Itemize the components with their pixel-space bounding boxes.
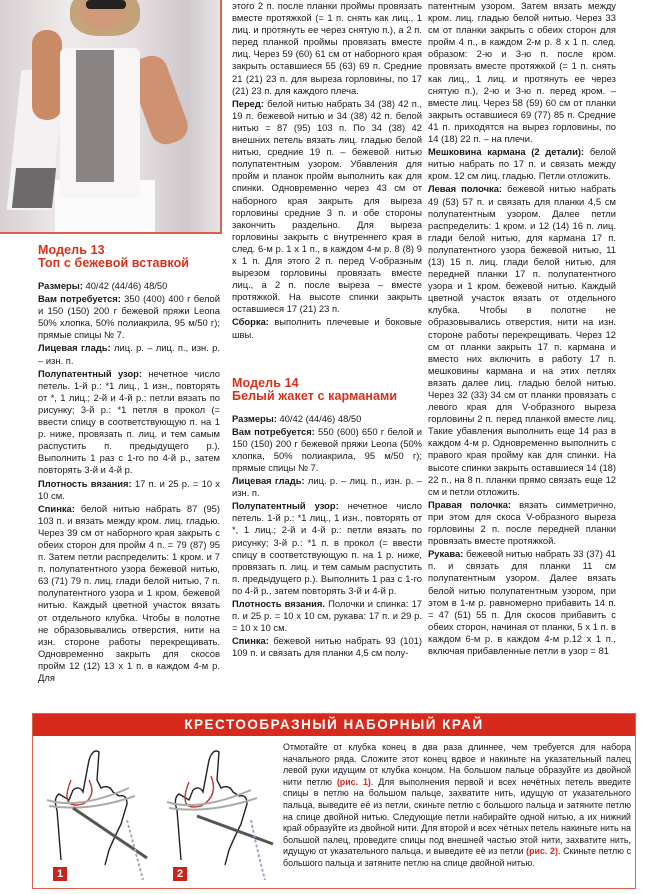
beige-insert-shape: [76, 50, 114, 182]
model13-title: Модель 13 Топ с бежевой вставкой: [38, 243, 190, 270]
figure-2-reference: (рис. 2): [526, 846, 558, 857]
model14-stockinette: Лицевая гладь: лиц. р. – лиц. п., изн. р. – изн. п.: [232, 475, 422, 499]
figure-2-number: 2: [173, 867, 187, 881]
model13-materials: Вам потребуется: 350 (400) 400 г белой и 150 (150) 200 г бежевой пряжи Leona 50% хлопка, 50% полиакрила, 95 м/50 г); прямые спицы № 7.: [38, 293, 221, 341]
figure-1-hand-illustration: [39, 740, 157, 885]
sunglasses-shape: [86, 0, 126, 9]
model13-back: Спинка: белой нитью набрать 87 (95) 103 п. и вязать между кром. лиц. гладью. Через 39 см от наборного края закрыть с обеих сторон для пройм 4 п. = 79 (87) 95 п. Затем петли распределить: 1 кром. и 7 п. полупатентного узора бежевой нитью, 63 (71) 79 п. лиц. глади белой нитью, 7 п. полупатентного узора и 1 кром. бежевой нитью. Каждый цветной участок вязать от отдельного клубка. Чтобы в полотне не образовывались отверстия, нити на изн. стороне работы перекрещивать. Одновременно закрыть для скосов пройм 12 (12) 13 х 1 п. в каждом 4-м р. Для: [38, 502, 221, 683]
model13-halfpatent: Полупатентный узор: нечетное число петель. 1-й р.: *1 лиц., 1 изн., повторять от *, 1 лиц.; 2-й и 4-й р.: петли вязать по рисунку; 3-й р.: *1 петля в прокол (= ввести спицу в соответствующую п. на 1 р. ниже, провязать п. лиц. и тем самым распустить п. предыдущего р.). Выполнить 1 раз с 1-го по 4-й р., затем повторять 3-й и 4-й р.: [38, 367, 221, 476]
figure-1-reference: (рис. 1): [336, 776, 371, 787]
model13-assembly: Сборка: выполнить плечевые и боковые швы.: [232, 316, 422, 340]
model14-sleeves: Рукава: бежевой нитью набрать 33 (37) 41 п. и связать для планки 11 см полупатентным узором. Далее вязать белой нитью полупатентным узором, при этом в 1-м р. равномерно прибавить 14 п. = 47 (51) 55 п. Для скосов прибавить с обеих сторон, начиная от планки, 5 х 1 п. в каждом 6-м р. в каждом 4-м р.12 х 1 п., включая прибавленные петли в узор = 81: [428, 548, 616, 656]
jacket-band-shape: [12, 168, 56, 208]
model14-left-front: Левая полочка: бежевой нитью набрать 49 (53) 57 п. и связать для планки 4,5 см полупатентным узором. Далее петли распределить: 1 кром. и 12 (14) 16 п. лиц. глади белой нитью, для кармана 17 п. полупатентного узора бежевой нитью, 11 (13) 15 п. лиц. глади белой нитью, для передней планки 17 п. полупатентного узора и 1 кром. бежевой нитью. Каждый цветной участок вязать от отдельного клубка. Чтобы в полотне не образовывались отверстия, нити на изн. стороне работы перекрещивать. Через 12 см от планки закрыть 17 п. кармана и вместо них включить в работу 17 п. мешковины кармана и на этих петлях вязать далее лиц. гладью белой нитью. Через 32 (33) 34 см от планки провязать с левого края для V-образного выреза горловины 2 п. перед планкой вместе лиц. Такие убавления выполнить еще 14 раз в каждом 4-м р. Одновременно выполнить с правого края пройму как для спинки. На высоте спинки закрыть оставшиеся 14 (18) 22 п., на 8 п. планки прямо связать еще 12 см и петли отложить.: [428, 183, 617, 497]
hand-needle-icon: [159, 740, 277, 885]
column-2: [232, 0, 422, 661]
model13-stockinette: Лицевая гладь: лиц. р. – лиц. п., изн. р. – изн. п.: [38, 342, 220, 366]
figure-2-hand-illustration: [159, 740, 277, 885]
arm-shape: [32, 30, 62, 120]
model13-front: Перед: белой нитью набрать 34 (38) 42 п., 19 п. бежевой нитью и 34 (38) 42 п. белой нитью = 87 (95) 103 п. По 34 (38) 42 внешних петель вязать лиц. гладью белой нитью, средние 19 п. – бежевой нитью полупатентным узором. Убавления для пройм и планок пройм выполнить как для спинки. Одновременно через 43 см от наборного края закрыть для выреза горловины средние 3 п. и обе стороны закончить раздельно. Для выреза горловины закрыть с внутреннего края в след. 6-м р. 1 х 1 п., в каждом 4-м р. 8 (8) 9 х 1 п. Для этого 2 п. перед V-образным вырезом горловины провязать вместе лиц., а 2 п. после выреза – вместе протяжкой. На высоте спинки закрыть оставшиеся 17 (21) 23 п.: [232, 97, 423, 315]
model14-sizes: Размеры: 40/42 (44/46) 48/50: [232, 412, 362, 424]
column-1: [38, 244, 220, 685]
model14-back: Спинка: бежевой нитью набрать 93 (101) 109 п. и связать для планки 4,5 см полу-: [232, 635, 423, 659]
hand-needle-icon: [39, 740, 157, 885]
model14-right-front: Правая полочка: вязать симметрично, при этом для скоса V-образного выреза горловины 2 п. после передней планки провязать вместе протяжкой.: [428, 498, 617, 547]
model14-gauge: Плотность вязания. Полочки и спинка: 17 п. и 25 р. = 10 х 10 см, рукава: 17 п. и 29 р. = 10 х 10 см.: [232, 598, 422, 634]
model14-materials: Вам потребуется: 550 (600) 650 г белой и 150 (150) 200 г бежевой пряжи Leona (50% хлопка, 50% полиакрила, 95 м/50 г); прямые спицы № 7.: [232, 425, 423, 473]
model14-back-continued: патентным узором. Затем вязать между кром. лиц. гладью белой нитью. Через 33 см от планки закрыть с обеих сторон для пройм 4 п., в каждом 2-м р. 8 х 1 п. след. образом: 2-ю и 3-ю п. после кром. провязать вместе протяжкой (= 1 п. снять как лиц., 1 лиц. и протянуть ее через снятую п.), 2-ю и 3-ю п. перед кром. – вместе лиц. Через 58 (59) 60 см от планки закрыть оставшиеся 69 (77) 85 п. Средние 41 п. приходятся на вырез горловины, по 14 (18) 22 п. – на плечи.: [428, 0, 616, 145]
figure-1-number: 1: [53, 867, 67, 881]
model14-halfpatent: Полупатентный узор: нечетное число петель. 1-й р.: *1 лиц., 1 изн., повторять от *, 1 лиц.; 2-й и 4-й р.: петли вязать по рисунку; 3-й р.: *1 п. в прокол (= ввести спицу в соответствующую п. на 1 р. ниже, провязать п. лиц. и тем самым распустить п. предыдущего р.). Выполнить 1 раз с 1-го по 4-й р., затем повторять 3-й и 4-й р.: [232, 500, 422, 596]
model13-sizes: Размеры: 40/42 (44/46) 48/50: [38, 280, 168, 291]
model14-pocket: Мешковина кармана (2 детали): белой нитью набрать по 17 п. и связать между кром. 12 см лиц. гладью. Петли отложить.: [428, 146, 617, 182]
cast-on-panel: [32, 713, 636, 889]
model14-title: Модель 14 Белый жакет с карманами: [232, 375, 398, 403]
model13-gauge: Плотность вязания: 17 п. и 25 р. = 10 х 10 см.: [38, 477, 220, 501]
column-3: [428, 0, 616, 658]
model-photo: [0, 0, 222, 234]
panel-instructions: Отмотайте от клубка конец в два раза длиннее, чем требуется для набора начального ряда. Сложите этот конец вдвое и накиньте на указательный палец левой руки идущим от клубка концом. На большом пальце образуйте из двойной нити петлю (рис. 1). Для выполнения первой и всех нечётных петель введите спицы в петлю на большом пальце, захватите нить, идущую от указательного пальца, выведите её из петли, скиньте петлю с большого пальца и затяните петлю на спице двойной нитью. Следующие петли набирайте одной нитью, а их нижний край образуйте из двойной нити. Для второй и всех чётных петель накиньте нить на большой палец, проведите спицы под внешней частью этой нити, захватите нить, идущую от указательного пальца, и выведите её из петли (рис. 2). Скиньте петлю с большого пальца и затяните петлю на спице двойной нитью.: [283, 742, 632, 868]
panel-title: КРЕСТООБРАЗНЫЙ НАБОРНЫЙ КРАЙ: [33, 714, 635, 736]
model13-back-continued: этого 2 п. после планки проймы провязать вместе протяжкой (= 1 п. снять как лиц., 1 лиц. и протянуть ее через снятую п.), а 2 п. перед планкой проймы провязать вместе лиц. Через 59 (60) 61 см от наборного края закрыть оставшиеся 55 (63) 69 п. Средние 21 (21) 23 п. для выреза горловины, по 17 (21) 23 п. для каждого плеча.: [232, 0, 422, 96]
